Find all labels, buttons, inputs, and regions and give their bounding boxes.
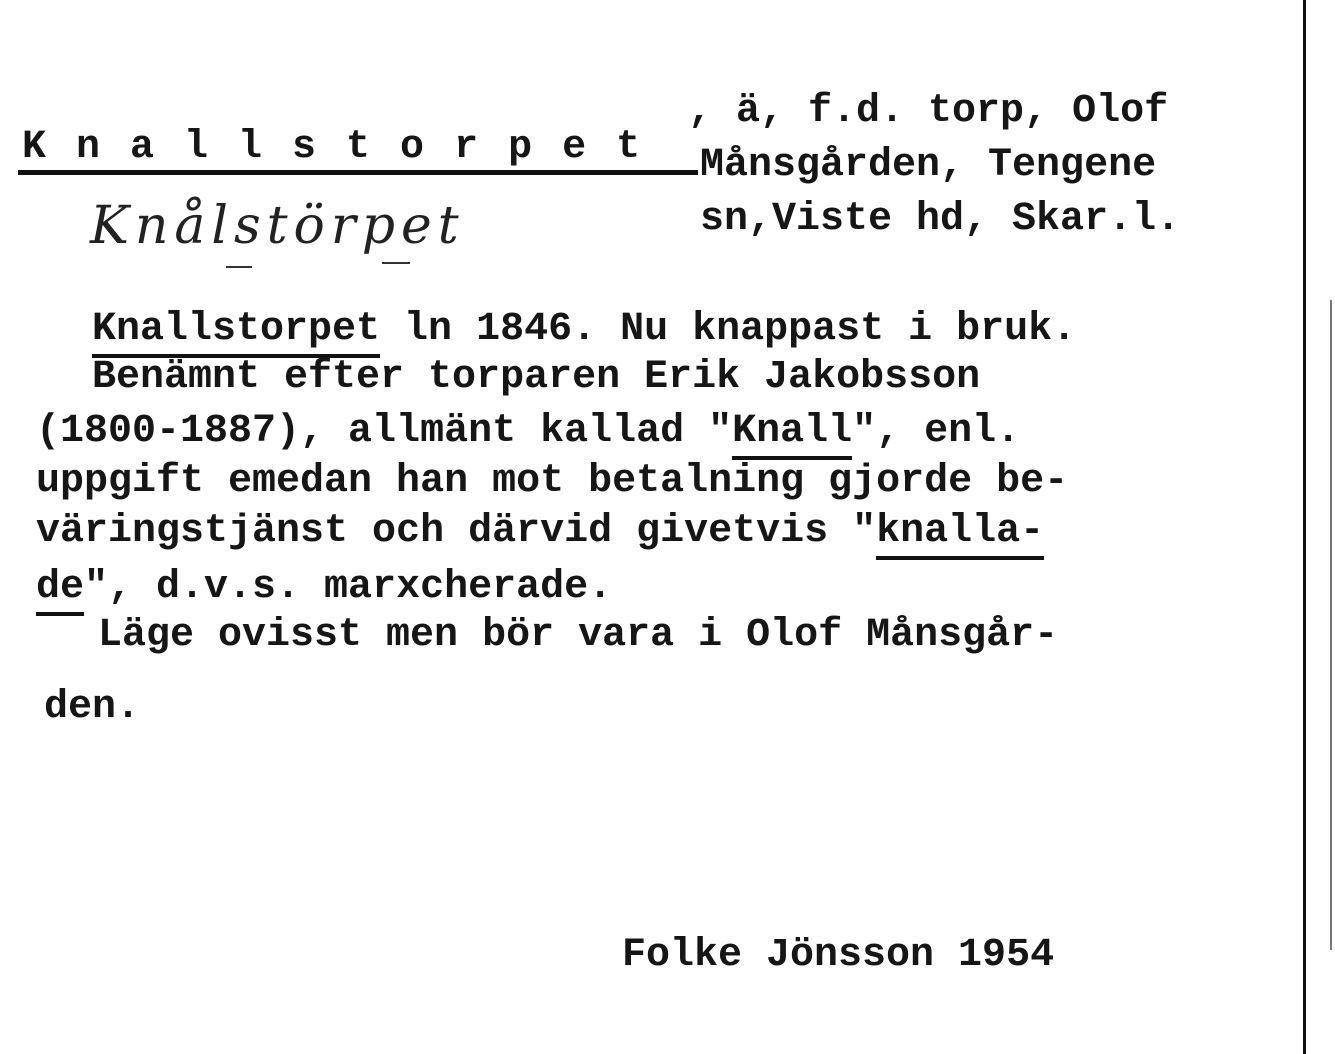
- body-line-1: Knallstorpet ln 1846. Nu knappast i bruk.: [92, 310, 1076, 350]
- body-line-7: Läge ovisst men bör vara i Olof Månsgår-: [98, 613, 1059, 658]
- word-knallade-part1: knalla-: [876, 509, 1044, 560]
- card-right-edge: [1303, 0, 1306, 1054]
- handwritten-stress-mark-1: [226, 266, 252, 268]
- header-line-3: sn,Viste hd, Skar.l.: [700, 197, 1181, 242]
- place-name-knallstorpet: Knallstorpet: [92, 307, 380, 358]
- body-line-6: de", d.v.s. marxcherade.: [36, 568, 612, 608]
- word-knallade-part2: de: [36, 565, 84, 616]
- handwritten-stress-mark-2: [382, 262, 410, 264]
- nickname-knall: Knall: [732, 409, 852, 460]
- headword-underline: [18, 170, 698, 175]
- header-line-2: Månsgården, Tengene: [700, 143, 1157, 188]
- header-line-1: , ä, f.d. torp, Olof: [688, 89, 1169, 134]
- body-line-4: uppgift emedan han mot betalning gjorde be-: [36, 459, 1069, 504]
- body-line-3: (1800-1887), allmänt kallad "Knall", enl.: [36, 412, 1020, 452]
- handwritten-headword: Knålstörpet: [90, 196, 465, 256]
- body-line-5: väringstjänst och därvid givetvis "knalla-: [36, 512, 1044, 552]
- body-line-2: Benämnt efter torparen Erik Jakobsson: [92, 355, 981, 400]
- body-line-8: den.: [44, 685, 141, 730]
- signature: Folke Jönsson 1954: [622, 933, 1055, 978]
- card-right-edge-outer: [1330, 300, 1332, 950]
- headword: K n a l l s t o r p e t: [22, 125, 644, 170]
